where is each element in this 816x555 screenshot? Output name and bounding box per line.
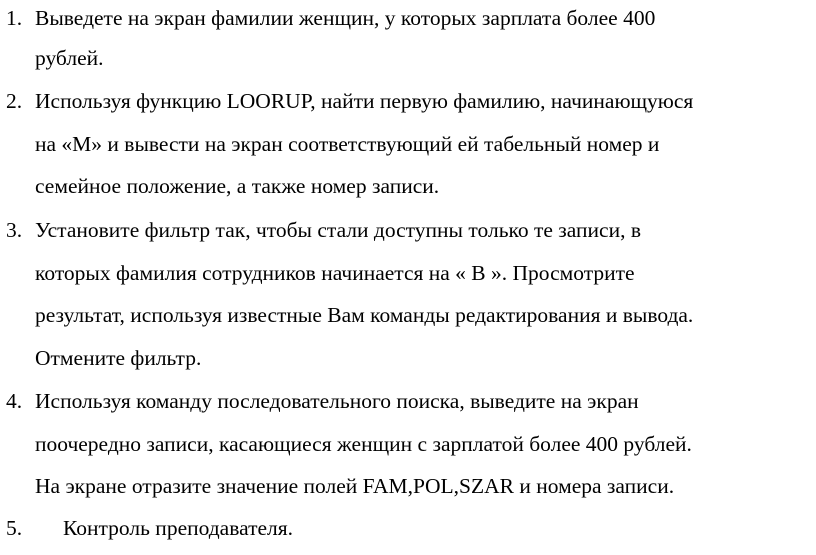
list-item-text: Установите фильтр так, чтобы стали доступны только те записи, в — [35, 218, 641, 242]
list-item-text: которых фамилия сотрудников начинается на « В ». Просмотрите — [35, 261, 635, 285]
list-item-text: рублей. — [35, 46, 104, 70]
list-item-text: поочередно записи, касающиеся женщин с зарплатой более 400 рублей. — [35, 432, 692, 456]
list-item-number: 1. — [6, 6, 23, 30]
list-item-text: семейное положение, а также номер записи. — [35, 174, 440, 198]
list-item-text: На экране отразите значение полей FAM,POL,SZAR и номера записи. — [35, 474, 675, 498]
list-item-number: 4. — [6, 389, 23, 413]
list-item-text: Используя функцию LOORUP, найти первую фамилию, начинающуюся — [35, 89, 694, 113]
list-item-text: на «М» и вывести на экран соответствующий ей табельный номер и — [35, 132, 660, 156]
list-item-text: результат, используя известные Вам команды редактирования и вывода. — [35, 303, 694, 327]
list-item-number: 3. — [6, 218, 23, 242]
list-item-number: 2. — [6, 89, 23, 113]
list-item-text: Контроль преподавателя. — [63, 516, 294, 540]
list-item-text: Используя команду последовательного поиска, выведите на экран — [35, 389, 639, 413]
list-item-number: 5. — [6, 516, 23, 540]
list-item-text: Выведете на экран фамилии женщин, у которых зарплата более 400 — [35, 6, 656, 30]
list-item-text: Отмените фильтр. — [35, 346, 202, 370]
